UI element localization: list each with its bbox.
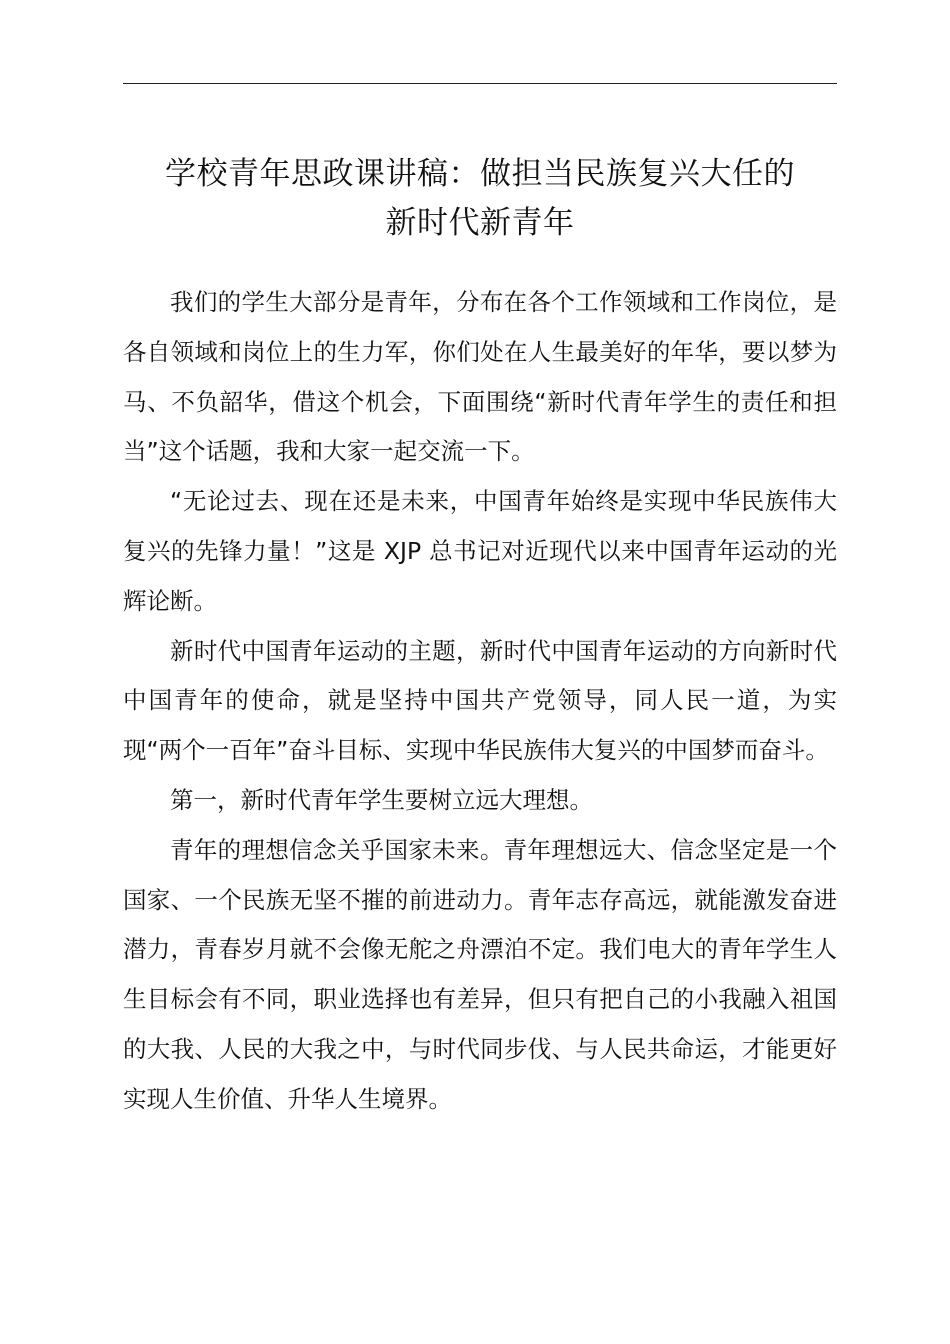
paragraph-quote: “无论过去、现在还是未来，中国青年始终是实现中华民族伟大复兴的先锋力量！”这是 XJP 总书记对近现代以来中国青年运动的光辉论断。: [123, 487, 837, 615]
title-line-2: 新时代新青年: [385, 205, 575, 241]
document-body: [123, 278, 837, 1125]
paragraph-ideals: 青年的理想信念关乎国家未来。青年理想远大、信念坚定是一个国家、一个民族无坚不摧的前进动力。青年志存高远，就能激发奋进潜力，青春岁月就不会像无舵之舟漂泊不定。我们电大的青年学生人生目标会有不同，职业选择也有差异，但只有把自己的小我融入祖国的大我、人民的大我之中，与时代同步伐、与人民共命运，才能更好实现人生价值、升华人生境界。: [123, 835, 837, 1113]
paragraph-intro: 我们的学生大部分是青年，分布在各个工作领域和工作岗位，是各自领域和岗位上的生力军，你们处在人生最美好的年华，要以梦为马、不负韶华，借这个机会，下面围绕“新时代青年学生的责任和担当”这个话题，我和大家一起交流一下。: [123, 288, 837, 466]
header-rule: [123, 83, 837, 84]
paragraph-point-one: 第一，新时代青年学生要树立远大理想。: [170, 785, 593, 814]
document-title: [110, 150, 850, 248]
title-line-1: 学校青年思政课讲稿：做担当民族复兴大任的: [165, 156, 795, 192]
paragraph-theme: 新时代中国青年运动的主题，新时代中国青年运动的方向新时代中国青年的使命，就是坚持中国共产党领导，同人民一道，为实现“两个一百年”奋斗目标、实现中华民族伟大复兴的中国梦而奋斗。: [123, 636, 837, 765]
